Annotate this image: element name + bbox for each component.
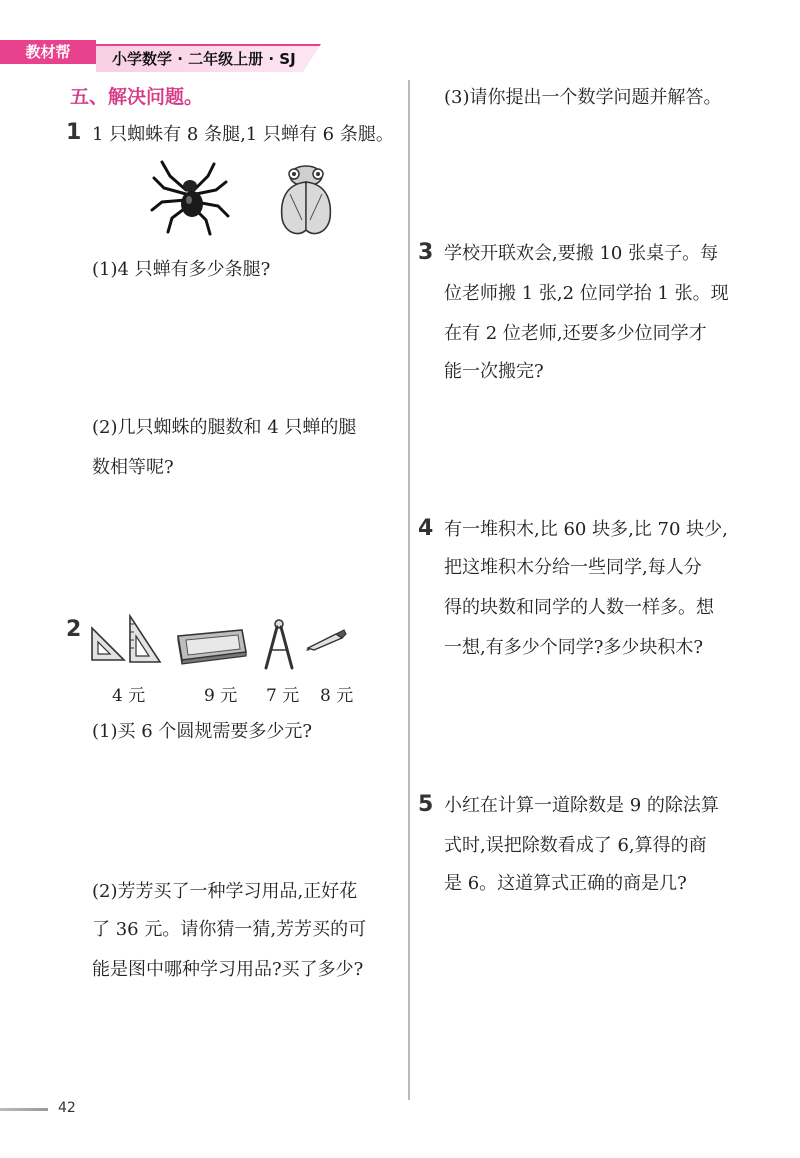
question-5-line-2: 式时,误把除数看成了 6,算得的商: [444, 835, 707, 856]
compass-icon: [262, 618, 296, 670]
header-title: 小学数学 · 二年级上册 · SJ: [112, 50, 296, 68]
triangle-ruler-icon: [90, 614, 162, 664]
price-compass: 7 元: [266, 686, 300, 706]
question-2-sub-1: (1)买 6 个圆规需要多少元?: [92, 721, 313, 742]
question-3-line-3: 在有 2 位老师,还要多少位同学才: [444, 323, 707, 344]
question-4-line-1: 有一堆积木,比 60 块多,比 70 块少,: [444, 519, 728, 540]
question-1-stem: 1 只蜘蛛有 8 条腿,1 只蝉有 6 条腿。: [92, 124, 394, 145]
question-3-line-4: 能一次搬完?: [444, 361, 544, 382]
page-number: 42: [58, 1100, 76, 1116]
question-1-number: 1: [66, 120, 82, 145]
question-1-sub-2-line-2: 数相等呢?: [92, 457, 174, 478]
question-5-line-3: 是 6。这道算式正确的商是几?: [444, 873, 687, 894]
question-1-sub-2-line-1: (2)几只蜘蛛的腿数和 4 只蝉的腿: [92, 417, 357, 438]
question-4-line-2: 把这堆积木分给一些同学,每人分: [444, 557, 702, 578]
question-2-sub-2-line-2: 了 36 元。请你猜一猜,芳芳买的可: [92, 919, 367, 940]
question-2-sub-2-line-1: (2)芳芳买了一种学习用品,正好花: [92, 881, 358, 902]
question-2-number: 2: [66, 617, 82, 642]
question-3-number: 3: [418, 240, 434, 265]
question-1-sub-3: (3)请你提出一个数学问题并解答。: [444, 87, 722, 108]
question-4-number: 4: [418, 516, 434, 541]
spider-icon: [150, 160, 230, 238]
question-5-line-1: 小红在计算一道除数是 9 的除法算: [444, 795, 719, 816]
page-number-bar: [0, 1108, 48, 1111]
pen-icon: [306, 628, 348, 652]
question-4-line-3: 得的块数和同学的人数一样多。想: [444, 597, 714, 618]
pencil-box-icon: [172, 624, 248, 666]
price-triangle-ruler: 4 元: [112, 686, 146, 706]
question-3-line-2: 位老师搬 1 张,2 位同学抬 1 张。现: [444, 283, 729, 304]
question-5-number: 5: [418, 792, 434, 817]
question-3-line-1: 学校开联欢会,要搬 10 张桌子。每: [444, 243, 719, 264]
header-tab: 教材帮: [0, 40, 96, 64]
question-4-line-4: 一想,有多少个同学?多少块积木?: [444, 637, 704, 658]
section-title: 五、解决问题。: [70, 86, 204, 108]
question-1-sub-1: (1)4 只蝉有多少条腿?: [92, 259, 271, 280]
column-divider: [408, 80, 410, 1100]
price-pencil-box: 9 元: [204, 686, 238, 706]
cicada-icon: [276, 160, 336, 240]
price-pen: 8 元: [320, 686, 354, 706]
question-2-sub-2-line-3: 能是图中哪种学习用品?买了多少?: [92, 959, 364, 980]
